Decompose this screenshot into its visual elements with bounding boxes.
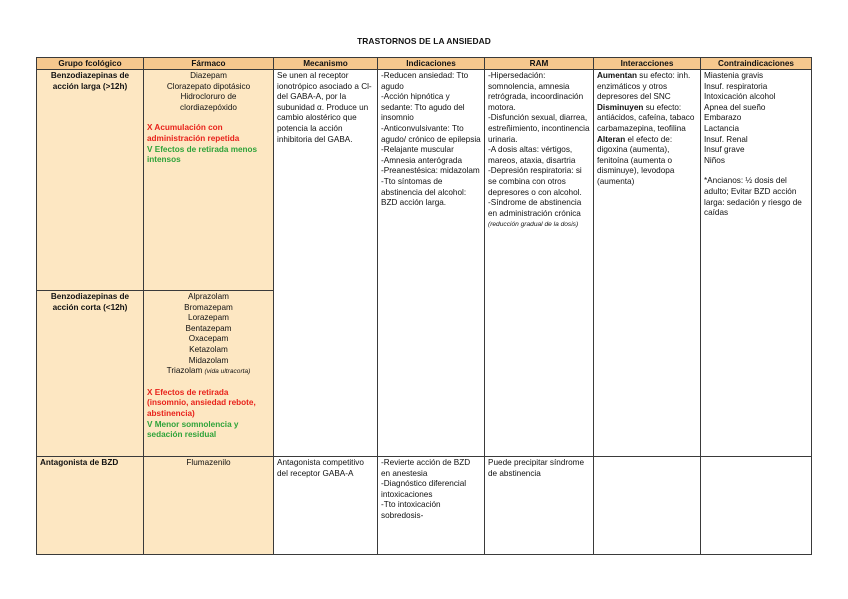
contraindication-item: Lactancia xyxy=(704,123,740,133)
ram-item: -A dosis altas: vértigos, mareos, ataxia, disartria xyxy=(488,145,576,165)
group-cell: Benzodiazepinas de acción corta (<12h) xyxy=(37,291,144,457)
indication-item: -Reducen ansiedad: Tto agudo xyxy=(381,71,469,91)
interaction-label: Aumentan xyxy=(597,71,638,80)
mechanism-cell: Antagonista competitivo del receptor GABA-A xyxy=(274,457,378,555)
drug-name: Clorazepato dipotásico xyxy=(166,81,251,91)
interaction-text: su efecto: antiácidos, cafeína, tabaco carbamazepina, teofilina xyxy=(597,102,695,133)
drug-name: Alprazolam xyxy=(188,292,229,301)
group-cell: Antagonista de BZD xyxy=(37,457,144,555)
contraindication-item: Niños xyxy=(704,155,725,165)
contraindication-item: Apnea del sueño xyxy=(704,102,766,112)
disadvantage-note: X Acumulación con administración repetida xyxy=(147,123,240,143)
drug-name: Diazepam xyxy=(190,71,227,80)
header-ram: RAM xyxy=(485,58,594,70)
drug-name: Bromazepam xyxy=(184,302,233,312)
adverse-reactions-cell: Puede precipitar síndrome de abstinencia xyxy=(485,457,594,555)
interaction-text: su efecto: inh. enzimáticos y otros depresores del SNC xyxy=(597,71,691,102)
drug-name: Hidrocloruro de xyxy=(180,92,237,102)
indication-item: -Amnesia anterógrada xyxy=(381,155,463,165)
header-interacciones: Interacciones xyxy=(594,58,701,70)
elderly-note: *Ancianos: ½ dosis del adulto; Evitar BZD acción larga: sedación y riesgo de caídas xyxy=(704,176,802,218)
indications-cell xyxy=(378,457,485,555)
interaction-label: Disminuyen xyxy=(597,102,644,112)
drug-name: Bentazepam xyxy=(185,323,232,333)
drug-cell xyxy=(144,291,274,457)
header-farmaco: Fármaco xyxy=(144,58,274,70)
drug-name: clordiazepóxido xyxy=(180,102,237,112)
group-cell: Benzodiazepinas de acción larga (>12h) xyxy=(37,70,144,291)
indication-item: -Revierte acción de BZD en anestesia xyxy=(381,458,471,478)
header-indicaciones: Indicaciones xyxy=(378,58,485,70)
interactions-cell xyxy=(594,70,701,457)
indication-item: -Tto intoxicación sobredosis- xyxy=(381,500,441,520)
drug-name: Lorazepam xyxy=(188,313,229,323)
drug-name: Ketazolam xyxy=(189,344,228,354)
ram-note: (reducción gradual de la dosis) xyxy=(488,221,579,229)
ram-item: -Síndrome de abstinencia en administración crónica xyxy=(488,198,582,218)
table-row xyxy=(37,70,812,291)
disadvantage-note: X Efectos de retirada (insomnio, ansiedad rebote, abstinencia) xyxy=(147,387,256,418)
interaction-decrease xyxy=(597,103,697,135)
ram-item: -Hipersedación: somnolencia, amnesia retrógrada, incoordinación motora. xyxy=(488,71,584,112)
indication-item: -Acción hipnótica y sedante: Tto agudo del insomnio xyxy=(381,92,465,123)
interactions-cell xyxy=(594,457,701,555)
drug-name: Midazolam xyxy=(188,355,229,365)
drug-name: Oxacepam xyxy=(188,334,229,344)
contraindication-item: Embarazo xyxy=(704,113,742,123)
contraindications-cell xyxy=(701,457,812,555)
indication-item: -Tto síntomas de abstinencia del alcohol: BZD acción larga. xyxy=(381,176,467,208)
contraindication-item: Insuf grave xyxy=(704,145,745,155)
anxiety-drugs-table xyxy=(36,57,812,555)
header-grupo: Grupo fcológico xyxy=(37,58,144,70)
interaction-alter xyxy=(597,135,697,188)
indication-item: -Anticonvulsivante: Tto agudo/ crónico de epilepsia xyxy=(381,123,481,144)
page-title: TRASTORNOS DE LA ANSIEDAD xyxy=(357,36,491,46)
indication-item: -Preanestésica: midazolam xyxy=(381,166,480,176)
advantage-note: V Efectos de retirada menos intensos xyxy=(147,144,258,165)
contraindication-item: Insuf. respiratoria xyxy=(704,81,768,91)
interaction-label: Alteran xyxy=(597,134,626,144)
ram-item: -Depresión respiratoria: si se combina con otros depresores o con alcohol. xyxy=(488,166,582,197)
table-row xyxy=(37,457,812,555)
header-row xyxy=(37,58,812,70)
drug-cell: Flumazenilo xyxy=(144,457,274,555)
interaction-increase xyxy=(597,71,697,103)
ram-item: -Disfunción sexual, diarrea, estreñimiento, incontinencia urinaria. xyxy=(488,113,590,144)
contraindication-item: Miastenia gravis xyxy=(704,71,764,80)
adverse-reactions-cell xyxy=(485,70,594,457)
contraindication-item: Intoxicación alcohol xyxy=(704,92,776,102)
indications-cell xyxy=(378,70,485,457)
header-contraindicaciones: Contraindicaciones xyxy=(701,58,812,70)
mechanism-cell: Se unen al receptor ionotrópico asociado a Cl- del GABA-A, por la subunidad α. Produce un cambio alostérico que potencia la acción inhibitoria del GABA. xyxy=(274,70,378,457)
contraindications-cell xyxy=(701,70,812,457)
drug-name-triazolam xyxy=(147,366,270,378)
header-mecanismo: Mecanismo xyxy=(274,58,378,70)
interaction-text: el efecto de: digoxina (aumenta), fenitoína (aumenta o disminuye), levodopa (aumenta) xyxy=(597,134,675,186)
advantage-note: V Menor somnolencia y sedación residual xyxy=(147,419,239,440)
contraindication-item: Insuf. Renal xyxy=(704,134,748,144)
drug-name: Triazolam xyxy=(166,366,203,376)
drug-cell xyxy=(144,70,274,291)
drug-note: (vida ultracorta) xyxy=(204,368,251,376)
indication-item: -Diagnóstico diferencial intoxicaciones xyxy=(381,479,467,499)
indication-item: -Relajante muscular xyxy=(381,145,454,155)
